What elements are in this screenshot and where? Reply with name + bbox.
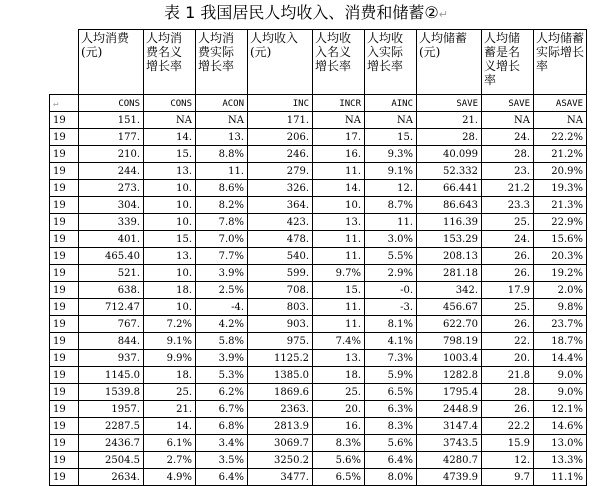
table-cell: 13.3% xyxy=(534,452,587,469)
table-cell: 13. xyxy=(144,248,196,265)
table-cell: 6.5% xyxy=(365,384,417,401)
table-cell: 3.0% xyxy=(365,231,417,248)
table-cell: -4. xyxy=(196,299,248,316)
table-cell: NA xyxy=(144,112,196,129)
table-cell: 7.8% xyxy=(196,214,248,231)
table-cell: 2363. xyxy=(248,401,313,418)
table-cell: 6.8% xyxy=(196,418,248,435)
table-cell: 540. xyxy=(248,248,313,265)
table-cell: 5.6% xyxy=(365,435,417,452)
table-cell: 19.2% xyxy=(534,265,587,282)
year-cell: 19 xyxy=(50,469,79,486)
return-mark: ↵ xyxy=(438,8,448,21)
table-cell: -3. xyxy=(365,299,417,316)
table-cell: 13.0% xyxy=(534,435,587,452)
table-cell: 12. xyxy=(482,452,534,469)
table-cell: 6.4% xyxy=(196,469,248,486)
variable-code: SAVE xyxy=(482,95,534,112)
table-cell: 1003.4 xyxy=(417,350,482,367)
table-cell: 9.3% xyxy=(365,146,417,163)
table-cell: 21. xyxy=(417,112,482,129)
table-row xyxy=(50,418,587,435)
table-cell: 465.40 xyxy=(79,248,144,265)
table-cell: 116.39 xyxy=(417,214,482,231)
table-cell: 5.9% xyxy=(365,367,417,384)
table-cell: 1282.8 xyxy=(417,367,482,384)
year-cell: 19 xyxy=(50,180,79,197)
table-cell: 2448.9 xyxy=(417,401,482,418)
table-cell: 708. xyxy=(248,282,313,299)
table-cell: 26. xyxy=(482,316,534,333)
table-cell: 21.2% xyxy=(534,146,587,163)
column-header: 人均消费(元) xyxy=(79,30,144,95)
table-cell: 246. xyxy=(248,146,313,163)
table-cell: 622.70 xyxy=(417,316,482,333)
table-cell: 28. xyxy=(417,129,482,146)
table-cell: 478. xyxy=(248,231,313,248)
year-cell: 19 xyxy=(50,197,79,214)
year-cell: 19 xyxy=(50,350,79,367)
table-cell: 2813.9 xyxy=(248,418,313,435)
table-cell: 6.3% xyxy=(365,401,417,418)
table-cell: 20. xyxy=(482,350,534,367)
column-header: 人均储蓄实际增长率 xyxy=(534,30,587,95)
table-row xyxy=(50,401,587,418)
table-cell: 7.4% xyxy=(313,333,365,350)
table-cell: 975. xyxy=(248,333,313,350)
table-cell: 11. xyxy=(313,299,365,316)
table-cell: 5.5% xyxy=(365,248,417,265)
table-row xyxy=(50,248,587,265)
table-cell: 9.7% xyxy=(313,265,365,282)
table-cell: 66.441 xyxy=(417,180,482,197)
table-cell: 1795.4 xyxy=(417,384,482,401)
table-cell: 9.0% xyxy=(534,367,587,384)
table-row xyxy=(50,214,587,231)
variable-code-row xyxy=(50,95,587,112)
year-cell: 19 xyxy=(50,231,79,248)
table-cell: 11. xyxy=(196,163,248,180)
year-cell: 19 xyxy=(50,452,79,469)
table-cell: 423. xyxy=(248,214,313,231)
table-cell: 1385.0 xyxy=(248,367,313,384)
table-cell: 1957. xyxy=(79,401,144,418)
table-cell: 7.2% xyxy=(144,316,196,333)
table-cell: 3.9% xyxy=(196,350,248,367)
variable-code: SAVE xyxy=(417,95,482,112)
year-cell: 19 xyxy=(50,146,79,163)
table-cell: 20.3% xyxy=(534,248,587,265)
table-cell: 15. xyxy=(144,231,196,248)
table-cell: 2.5% xyxy=(196,282,248,299)
table-cell: 9.1% xyxy=(365,163,417,180)
table-cell: 401. xyxy=(79,231,144,248)
return-mark: ↵ xyxy=(50,95,79,112)
column-header: 人均储蓄是名义增长率 xyxy=(482,30,534,95)
table-cell: 18. xyxy=(144,282,196,299)
table-cell: 26. xyxy=(482,248,534,265)
table-row xyxy=(50,452,587,469)
table-cell: 7.0% xyxy=(196,231,248,248)
table-cell: 52.332 xyxy=(417,163,482,180)
year-cell: 19 xyxy=(50,214,79,231)
table-row xyxy=(50,469,587,486)
table-row xyxy=(50,282,587,299)
table-cell: 6.7% xyxy=(196,401,248,418)
table-cell: 3.4% xyxy=(196,435,248,452)
table-row xyxy=(50,316,587,333)
table-cell: 4.9% xyxy=(144,469,196,486)
table-cell: 14. xyxy=(144,418,196,435)
table-cell: 10. xyxy=(144,265,196,282)
table-cell: 7.7% xyxy=(196,248,248,265)
table-cell: 4739.9 xyxy=(417,469,482,486)
table-cell: 342. xyxy=(417,282,482,299)
variable-code: AINC xyxy=(365,95,417,112)
variable-code: ACON xyxy=(196,95,248,112)
variable-code: CONS xyxy=(79,95,144,112)
table-cell: 25. xyxy=(482,214,534,231)
table-cell: 273. xyxy=(79,180,144,197)
table-cell: 638. xyxy=(79,282,144,299)
table-cell: 177. xyxy=(79,129,144,146)
table-cell: 12. xyxy=(365,180,417,197)
table-row xyxy=(50,146,587,163)
table-cell: 21. xyxy=(144,401,196,418)
variable-code: CONS xyxy=(144,95,196,112)
table-row xyxy=(50,299,587,316)
table-cell: 25. xyxy=(144,384,196,401)
year-cell: 19 xyxy=(50,418,79,435)
table-body xyxy=(50,30,587,486)
table-cell: 18. xyxy=(144,367,196,384)
table-cell: 24. xyxy=(482,129,534,146)
table-cell: 6.1% xyxy=(144,435,196,452)
table-cell: 28. xyxy=(482,146,534,163)
table-cell: 8.7% xyxy=(365,197,417,214)
table-cell: 22. xyxy=(482,333,534,350)
table-cell: 1539.8 xyxy=(79,384,144,401)
column-header: 人均消费名义增长率 xyxy=(144,30,196,95)
table-cell: 17.9 xyxy=(482,282,534,299)
table-cell: 9.0% xyxy=(534,384,587,401)
table-cell: 20. xyxy=(313,401,365,418)
table-cell: 4280.7 xyxy=(417,452,482,469)
year-cell: 19 xyxy=(50,265,79,282)
table-cell: 6.2% xyxy=(196,384,248,401)
table-cell: 151. xyxy=(79,112,144,129)
table-cell: 339. xyxy=(79,214,144,231)
table-cell: 22.2 xyxy=(482,418,534,435)
variable-code: INCR xyxy=(313,95,365,112)
table-cell: 9.7 xyxy=(482,469,534,486)
table-cell: 19.3% xyxy=(534,180,587,197)
table-cell: 2287.5 xyxy=(79,418,144,435)
table-cell: 23.3 xyxy=(482,197,534,214)
table-cell: 2.7% xyxy=(144,452,196,469)
year-cell: 19 xyxy=(50,129,79,146)
table-cell: 3.9% xyxy=(196,265,248,282)
table-cell: -0. xyxy=(365,282,417,299)
table-cell: NA xyxy=(365,112,417,129)
table-cell: 15. xyxy=(313,282,365,299)
table-cell: 13. xyxy=(313,350,365,367)
table-cell: 9.9% xyxy=(144,350,196,367)
table-cell: 2436.7 xyxy=(79,435,144,452)
table-cell: 10. xyxy=(313,197,365,214)
year-cell: 19 xyxy=(50,384,79,401)
year-cell: 19 xyxy=(50,282,79,299)
table-cell: 20.9% xyxy=(534,163,587,180)
table-cell: 171. xyxy=(248,112,313,129)
table-row xyxy=(50,197,587,214)
table-cell: 903. xyxy=(248,316,313,333)
table-row xyxy=(50,435,587,452)
table-cell: 3250.2 xyxy=(248,452,313,469)
table-cell: 25. xyxy=(313,384,365,401)
table-cell: 14. xyxy=(313,180,365,197)
table-cell: NA xyxy=(482,112,534,129)
column-header: 人均收入实际增长率 xyxy=(365,30,417,95)
table-cell: 1125.2 xyxy=(248,350,313,367)
table-cell: 24. xyxy=(482,231,534,248)
column-header: 人均消费实际增长率 xyxy=(196,30,248,95)
table-cell: 26. xyxy=(482,265,534,282)
table-cell: 40.099 xyxy=(417,146,482,163)
table-cell: 521. xyxy=(79,265,144,282)
table-cell: 7.3% xyxy=(365,350,417,367)
table-cell: 6.5% xyxy=(313,469,365,486)
table-cell: 8.1% xyxy=(365,316,417,333)
year-cell: 19 xyxy=(50,248,79,265)
table-cell: 21.3% xyxy=(534,197,587,214)
table-cell: 8.0% xyxy=(365,469,417,486)
table-cell: 3147.4 xyxy=(417,418,482,435)
table-cell: 14.4% xyxy=(534,350,587,367)
year-cell: 19 xyxy=(50,316,79,333)
table-cell: 5.3% xyxy=(196,367,248,384)
variable-code: ASAVE xyxy=(534,95,587,112)
table-cell: 9.1% xyxy=(144,333,196,350)
table-cell: 1145.0 xyxy=(79,367,144,384)
table-cell: 15.9 xyxy=(482,435,534,452)
table-cell: NA xyxy=(196,112,248,129)
column-header: 人均收入(元) xyxy=(248,30,313,95)
table-cell: 18. xyxy=(313,367,365,384)
table-cell: 13. xyxy=(144,163,196,180)
table-row xyxy=(50,231,587,248)
table-cell: 8.3% xyxy=(313,435,365,452)
table-cell: NA xyxy=(534,112,587,129)
table-row xyxy=(50,112,587,129)
table-cell: 3743.5 xyxy=(417,435,482,452)
header-row xyxy=(50,30,587,95)
column-header xyxy=(50,30,79,95)
table-cell: 803. xyxy=(248,299,313,316)
table-cell: 8.2% xyxy=(196,197,248,214)
table-cell: 767. xyxy=(79,316,144,333)
table-cell: 21.8 xyxy=(482,367,534,384)
table-cell: 279. xyxy=(248,163,313,180)
table-row xyxy=(50,163,587,180)
table-cell: 13. xyxy=(313,214,365,231)
table-cell: 18.7% xyxy=(534,333,587,350)
table-cell: 86.643 xyxy=(417,197,482,214)
table-cell: 11. xyxy=(365,214,417,231)
table-cell: 21.2 xyxy=(482,180,534,197)
table-cell: 16. xyxy=(313,146,365,163)
data-table xyxy=(49,29,587,486)
table-cell: 15. xyxy=(144,146,196,163)
year-cell: 19 xyxy=(50,435,79,452)
table-cell: 456.67 xyxy=(417,299,482,316)
table-cell: 13. xyxy=(196,129,248,146)
table-cell: 2504.5 xyxy=(79,452,144,469)
table-cell: 28. xyxy=(482,384,534,401)
table-cell: 14.6% xyxy=(534,418,587,435)
table-cell: 22.2% xyxy=(534,129,587,146)
table-cell: 11. xyxy=(313,248,365,265)
column-header: 人均收入名义增长率 xyxy=(313,30,365,95)
table-row xyxy=(50,129,587,146)
table-cell: 17. xyxy=(313,129,365,146)
column-header: 人均储蓄(元) xyxy=(417,30,482,95)
table-cell: 712.47 xyxy=(79,299,144,316)
table-cell: 12.1% xyxy=(534,401,587,418)
table-cell: 11.1% xyxy=(534,469,587,486)
table-cell: 1869.6 xyxy=(248,384,313,401)
table-cell: 3069.7 xyxy=(248,435,313,452)
year-cell: 19 xyxy=(50,401,79,418)
table-cell: 4.1% xyxy=(365,333,417,350)
table-cell: 22.9% xyxy=(534,214,587,231)
year-cell: 19 xyxy=(50,299,79,316)
table-row xyxy=(50,367,587,384)
table-cell: 23. xyxy=(482,163,534,180)
table-cell: 16. xyxy=(313,418,365,435)
table-cell: 15.6% xyxy=(534,231,587,248)
year-cell: 19 xyxy=(50,112,79,129)
table-cell: 9.8% xyxy=(534,299,587,316)
table-cell: 3477. xyxy=(248,469,313,486)
table-cell: 26. xyxy=(482,401,534,418)
table-cell: 206. xyxy=(248,129,313,146)
table-cell: 364. xyxy=(248,197,313,214)
table-cell: 326. xyxy=(248,180,313,197)
table-cell: 5.8% xyxy=(196,333,248,350)
table-cell: 15. xyxy=(365,129,417,146)
table-cell: 153.29 xyxy=(417,231,482,248)
table-row xyxy=(50,350,587,367)
table-cell: 10. xyxy=(144,197,196,214)
year-cell: 19 xyxy=(50,333,79,350)
year-cell: 19 xyxy=(50,163,79,180)
table-cell: 208.13 xyxy=(417,248,482,265)
variable-code: INC xyxy=(248,95,313,112)
table-cell: 10. xyxy=(144,214,196,231)
table-cell: 11. xyxy=(313,231,365,248)
table-cell: 8.3% xyxy=(365,418,417,435)
table-cell: 6.4% xyxy=(365,452,417,469)
table-cell: 3.5% xyxy=(196,452,248,469)
table-cell: 5.6% xyxy=(313,452,365,469)
table-cell: 10. xyxy=(144,299,196,316)
table-cell: 23.7% xyxy=(534,316,587,333)
table-row xyxy=(50,384,587,401)
table-cell: 11. xyxy=(313,163,365,180)
table-cell: 937. xyxy=(79,350,144,367)
table-cell: 8.6% xyxy=(196,180,248,197)
table-cell: 4.2% xyxy=(196,316,248,333)
table-row xyxy=(50,333,587,350)
table-cell: 244. xyxy=(79,163,144,180)
table-cell: 798.19 xyxy=(417,333,482,350)
table-row xyxy=(50,180,587,197)
table-cell: 10. xyxy=(144,180,196,197)
table-cell: 844. xyxy=(79,333,144,350)
table-cell: 281.18 xyxy=(417,265,482,282)
table-cell: 2.9% xyxy=(365,265,417,282)
table-row xyxy=(50,265,587,282)
table-cell: 210. xyxy=(79,146,144,163)
table-cell: 8.8% xyxy=(196,146,248,163)
table-cell: NA xyxy=(313,112,365,129)
table-cell: 25. xyxy=(482,299,534,316)
year-cell: 19 xyxy=(50,367,79,384)
table-cell: 14. xyxy=(144,129,196,146)
table-cell: 304. xyxy=(79,197,144,214)
table-title: 表 1 我国居民人均收入、消费和储蓄②↵ xyxy=(164,3,448,22)
table-cell: 11. xyxy=(313,316,365,333)
table-cell: 599. xyxy=(248,265,313,282)
table-cell: 2.0% xyxy=(534,282,587,299)
table-cell: 2634. xyxy=(79,469,144,486)
